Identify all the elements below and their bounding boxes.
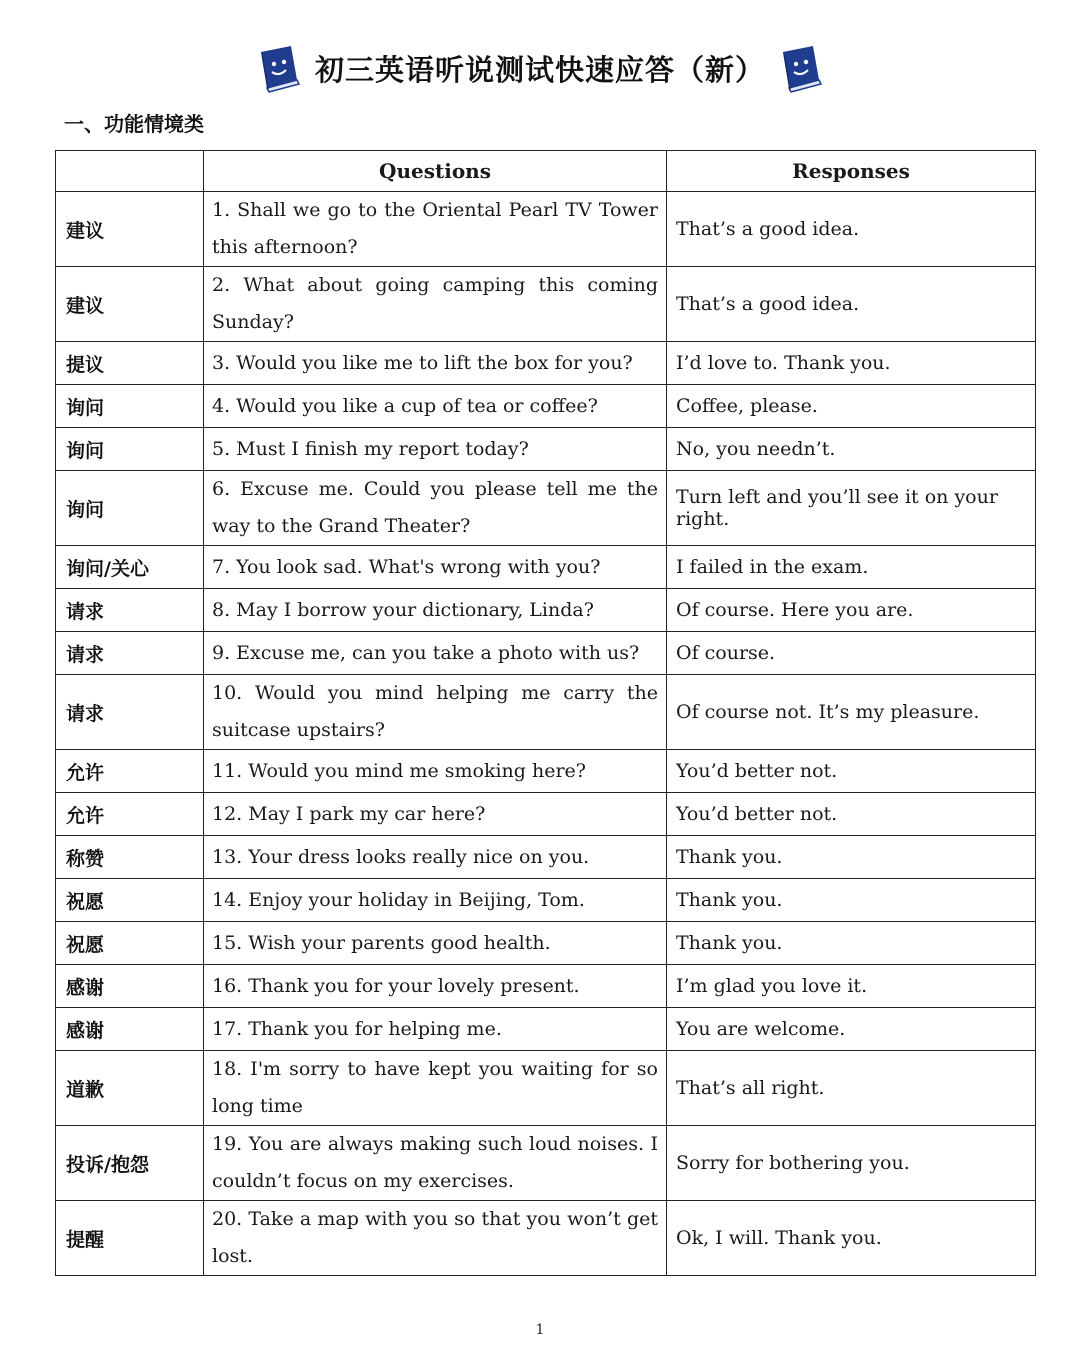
category-cell: 感谢 [56, 1008, 204, 1051]
questions-column-header: Questions [204, 151, 667, 192]
document-header [0, 38, 1080, 98]
category-cell: 提议 [56, 342, 204, 385]
table-row [56, 793, 1036, 836]
category-cell: 询问 [56, 385, 204, 428]
question-cell: 10. Would you mind helping me carry the suitcase upstairs? [204, 675, 667, 750]
category-cell: 请求 [56, 675, 204, 750]
question-cell: 1. Shall we go to the Oriental Pearl TV Tower this afternoon? [204, 192, 667, 267]
question-cell: 8. May I borrow your dictionary, Linda? [204, 589, 667, 632]
question-cell: 13. Your dress looks really nice on you. [204, 836, 667, 879]
category-cell: 建议 [56, 267, 204, 342]
table-row [56, 1008, 1036, 1051]
response-cell: Thank you. [667, 879, 1036, 922]
page-title: 初三英语听说测试快速应答（新） [314, 52, 765, 87]
table-row [56, 922, 1036, 965]
response-cell: Of course not. It’s my pleasure. [667, 675, 1036, 750]
question-cell: 15. Wish your parents good health. [204, 922, 667, 965]
table-row [56, 1126, 1036, 1201]
category-cell: 询问 [56, 471, 204, 546]
response-cell: I’m glad you love it. [667, 965, 1036, 1008]
response-cell: Ok, I will. Thank you. [667, 1201, 1036, 1276]
section-heading: 一、功能情境类 [64, 112, 204, 136]
question-cell: 18. I'm sorry to have kept you waiting for so long time [204, 1051, 667, 1126]
question-cell: 11. Would you mind me smoking here? [204, 750, 667, 793]
responses-column-header: Responses [667, 151, 1036, 192]
response-cell: Thank you. [667, 836, 1036, 879]
table-row [56, 965, 1036, 1008]
question-cell: 2. What about going camping this coming Sunday? [204, 267, 667, 342]
table-row [56, 589, 1036, 632]
table-row [56, 750, 1036, 793]
response-cell: That’s a good idea. [667, 192, 1036, 267]
question-cell: 9. Excuse me, can you take a photo with us? [204, 632, 667, 675]
question-cell: 14. Enjoy your holiday in Beijing, Tom. [204, 879, 667, 922]
table-row [56, 192, 1036, 267]
category-cell: 祝愿 [56, 922, 204, 965]
table-row [56, 342, 1036, 385]
table-header-row [56, 151, 1036, 192]
response-cell: No, you needn’t. [667, 428, 1036, 471]
category-cell: 允许 [56, 750, 204, 793]
response-cell: Turn left and you’ll see it on your right. [667, 471, 1036, 546]
response-cell: Coffee, please. [667, 385, 1036, 428]
category-cell: 感谢 [56, 965, 204, 1008]
response-cell: That’s a good idea. [667, 267, 1036, 342]
question-cell: 3. Would you like me to lift the box for you? [204, 342, 667, 385]
category-cell: 祝愿 [56, 879, 204, 922]
table-row [56, 267, 1036, 342]
category-cell: 称赞 [56, 836, 204, 879]
response-cell: You’d better not. [667, 793, 1036, 836]
table-row [56, 385, 1036, 428]
response-cell: Of course. [667, 632, 1036, 675]
question-cell: 20. Take a map with you so that you won’t get lost. [204, 1201, 667, 1276]
response-cell: You are welcome. [667, 1008, 1036, 1051]
table-row [56, 632, 1036, 675]
question-cell: 5. Must I finish my report today? [204, 428, 667, 471]
response-cell: That’s all right. [667, 1051, 1036, 1126]
qa-table [55, 150, 1036, 1276]
response-cell: I’d love to. Thank you. [667, 342, 1036, 385]
category-cell: 请求 [56, 632, 204, 675]
question-cell: 17. Thank you for helping me. [204, 1008, 667, 1051]
response-cell: Of course. Here you are. [667, 589, 1036, 632]
category-cell: 询问 [56, 428, 204, 471]
table-row [56, 1201, 1036, 1276]
response-cell: Sorry for bothering you. [667, 1126, 1036, 1201]
response-cell: I failed in the exam. [667, 546, 1036, 589]
table-row [56, 471, 1036, 546]
table-row [56, 675, 1036, 750]
table-row [56, 836, 1036, 879]
table-row [56, 879, 1036, 922]
question-cell: 12. May I park my car here? [204, 793, 667, 836]
category-cell: 投诉/抱怨 [56, 1126, 204, 1201]
table-row [56, 1051, 1036, 1126]
category-cell: 提醒 [56, 1201, 204, 1276]
category-cell: 道歉 [56, 1051, 204, 1126]
question-cell: 7. You look sad. What's wrong with you? [204, 546, 667, 589]
category-cell: 询问/关心 [56, 546, 204, 589]
question-cell: 16. Thank you for your lovely present. [204, 965, 667, 1008]
book-icon [253, 42, 305, 94]
table-row [56, 428, 1036, 471]
question-cell: 19. You are always making such loud noises. I couldn’t focus on my exercises. [204, 1126, 667, 1201]
category-cell: 建议 [56, 192, 204, 267]
book-icon [775, 42, 827, 94]
page-number: 1 [535, 1322, 545, 1338]
category-cell: 请求 [56, 589, 204, 632]
question-cell: 4. Would you like a cup of tea or coffee? [204, 385, 667, 428]
response-cell: Thank you. [667, 922, 1036, 965]
category-column-header [56, 151, 204, 192]
question-cell: 6. Excuse me. Could you please tell me the way to the Grand Theater? [204, 471, 667, 546]
table-row [56, 546, 1036, 589]
response-cell: You’d better not. [667, 750, 1036, 793]
category-cell: 允许 [56, 793, 204, 836]
